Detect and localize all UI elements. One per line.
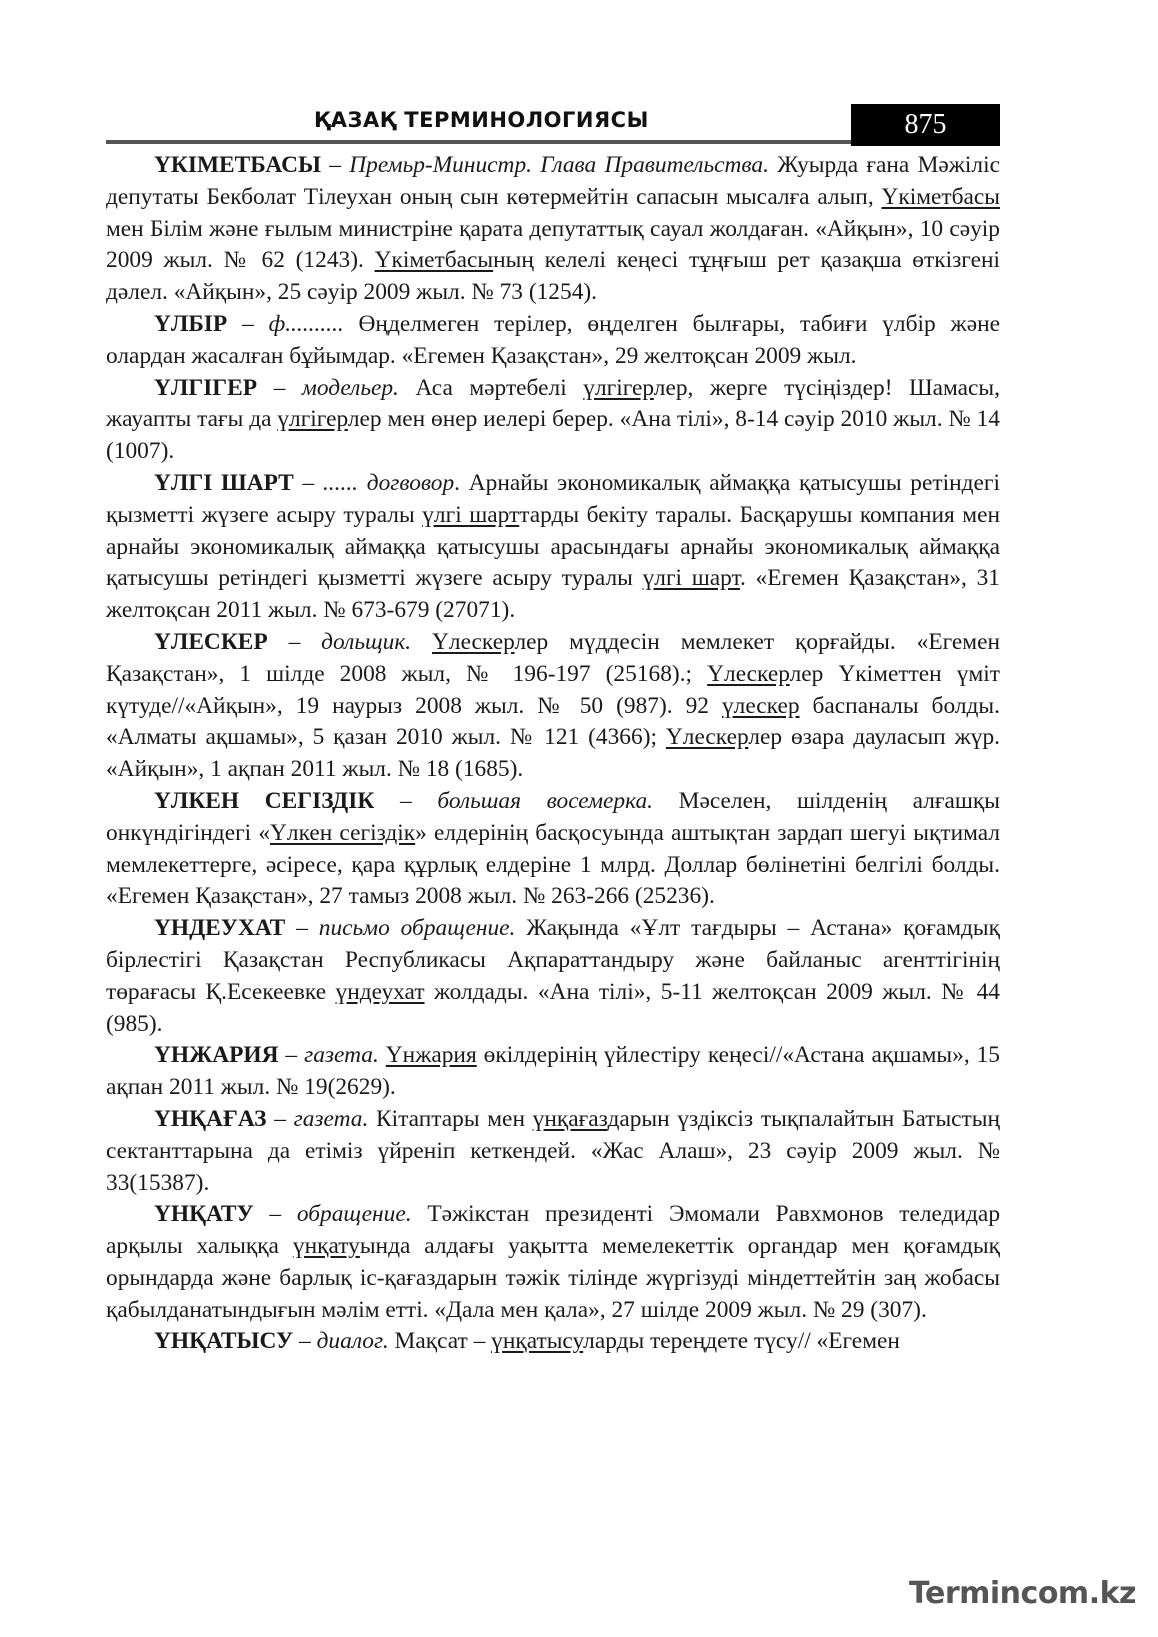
underlined-term: Үлескер <box>707 660 790 687</box>
entry-text: Жақында «Ұлт тағдыры – Астана» қоғамдық бірлестігі Қазақстан Республикасы Ақпараттандыру және байланыс агенттігінің төрағасы Қ.Есекеевке <box>106 915 1000 1005</box>
dictionary-entry <box>106 1199 1000 1326</box>
entry-text: ында алдағы уақытта мемелекеттік органдар мен қоғамдық орындарда және барлық іс-қағаздарын тәжік тілінде жүргізуді міндеттейтін заң жобасы қабылданатындығын мәлім етті. «Дала мен қала», 27 шілде 2009 жыл. № 29 (307). <box>106 1233 1000 1323</box>
entry-dash: – <box>374 787 438 814</box>
entry-text: Мақсат – <box>388 1328 492 1355</box>
entry-dash: – <box>267 628 322 655</box>
entry-text: » елдерінің басқосуында аштықтан зардап шегуі ықтимал мемлекеттерге, әсіресе, қара құрлық елдеріне 1 млрд. Доллар бөлінетіні белгілі болды. «Егемен Қазақстан», 27 тамыз 2008 жыл. № 263-266 (25236). <box>106 819 1000 910</box>
entry-text: тарды бекіту таралы. Басқарушы компания мен арнайы экономикалық аймаққа қатысушы арасындағы арнайы экономикалық аймаққа қатысушы ретіндегі қызметті жүзеге асыру туралы <box>106 501 1001 592</box>
entry-term: ҮНҚАТУ <box>154 1201 254 1228</box>
dictionary-entry <box>106 913 1000 1040</box>
entry-term: ҮКІМЕТБАСЫ <box>154 152 321 178</box>
underlined-term: үлескер <box>721 692 800 719</box>
underlined-term: Үкіметбасы <box>881 183 1000 210</box>
entry-translation: обращение. <box>296 1201 412 1228</box>
entry-translation: диалог. <box>316 1328 389 1355</box>
entry-text <box>379 1042 386 1068</box>
dictionary-entry <box>106 1104 1000 1199</box>
entry-dash: – <box>257 374 302 401</box>
entry-dash: – <box>293 1328 317 1355</box>
entry-dash: – <box>293 469 323 496</box>
entry-text: лер, жерге түсіңіздер! Шамасы, жауапты тағы да <box>106 374 1000 433</box>
entry-text: . «Егемен Қазақстан», 31 желтоқсан 2011 жыл. № 673-679 (27071). <box>106 565 1000 624</box>
entry-text: лер мүддесін мемлекет қорғайды. «Егемен Қазақстан», 1 шілде 2008 жыл, № 196-197 (25168).; <box>106 628 1000 687</box>
entry-text: дарын үздіксіз тықпалайтын Батыстың сектанттарына да етіміз үйреніп кеткендей. «Жас Алаш», 23 сәуір 2009 жыл. № 33(15387). <box>106 1105 1000 1196</box>
underlined-term: үлгі шарт <box>642 565 740 592</box>
entry-text: Тәжікстан президенті Эмомали Равхмонов теледидар арқылы халыққа <box>106 1201 1001 1260</box>
entry-text: лер Үкіметтен үміт күтуде//«Айқын», 19 наурыз 2008 жыл. № 50 (987). 92 <box>106 660 1000 719</box>
entry-term: ҮНЖАРИЯ <box>154 1042 279 1069</box>
watermark-logo: Termincom.kz <box>909 1576 1136 1611</box>
entry-text: мен Білім және ғылым министріне қарата депутаттық сауал жолдаған. «Айқын», 10 сәуір 2009 жыл. № 62 (1243). <box>106 215 1000 274</box>
entry-text: Жуырда ғана Мәжіліс депутаты Бекболат Тілеухан оның сын көтермейтін сапасын мысалға алып, <box>106 152 1000 210</box>
page-header <box>106 104 1000 146</box>
entry-text: Мәселен, шілденің алғашқы онкүндігіндегі « <box>106 787 1000 846</box>
entry-translation: ...... догвовор <box>322 469 455 496</box>
entry-term: ҮЛБІР <box>154 310 228 337</box>
entry-dash: – <box>285 915 319 942</box>
underlined-term: үлгі шарт <box>422 501 520 528</box>
dictionary-entry <box>106 468 1000 627</box>
entry-term: ҮЛГІ ШАРТ <box>154 469 294 496</box>
dictionary-entry <box>106 309 1000 373</box>
underlined-term: үнқату <box>292 1233 360 1260</box>
entry-dash: – <box>253 1201 297 1228</box>
entry-text: өкілдерінің үйлестіру кеңесі//«Астана ақшамы», 15 ақпан 2011 жыл. № 19(2629). <box>106 1042 1001 1101</box>
entry-term: ҮЛГІГЕР <box>154 374 258 401</box>
entry-translation: газета. <box>293 1105 369 1132</box>
underlined-term: Үнжария <box>385 1042 477 1069</box>
dictionary-entry <box>106 627 1000 786</box>
header-rule <box>106 140 851 144</box>
entry-translation: ф.......... <box>268 310 344 337</box>
entry-translation: Премьр-Министр. Глава Правительства. <box>349 152 769 178</box>
dictionary-entries <box>106 150 1000 1358</box>
underlined-term: Үлескер <box>665 724 749 751</box>
entry-translation: модельер. <box>301 374 399 401</box>
underlined-term: үлгігер <box>277 406 348 433</box>
entry-dash: – <box>227 310 269 337</box>
entry-term: ҮНДЕУХАТ <box>154 915 286 942</box>
entry-translation: дольщик. <box>321 628 412 655</box>
entry-term: ҮНҚАТЫСУ <box>154 1328 294 1355</box>
entry-text: ның келелі кеңесі тұңғыш рет қазақша өткізгені дәлел. «Айқын», 25 сәуір 2009 жыл. № 73 (1254). <box>106 247 1000 306</box>
running-title: ҚАЗАҚ ТЕРМИНОЛОГИЯСЫ <box>314 108 649 132</box>
dictionary-entry <box>106 1326 1000 1358</box>
underlined-term: үнқағаз <box>532 1105 608 1132</box>
entry-translation: большая восемерка. <box>437 787 653 814</box>
underlined-term: үндеухат <box>335 978 425 1005</box>
page-number: 875 <box>851 104 1000 146</box>
entry-dash: – <box>278 1042 305 1069</box>
underlined-term: үнқатысу <box>491 1328 584 1355</box>
entry-term: ҮЛЕСКЕР <box>154 628 268 655</box>
dictionary-entry <box>106 1040 1000 1104</box>
dictionary-entry <box>106 150 1000 309</box>
underlined-term: Үлескер <box>432 628 515 655</box>
entry-term: ҮНҚАҒАЗ <box>154 1105 267 1132</box>
entry-text: лер мен өнер иелері берер. «Ана тілі», 8-14 сәуір 2010 жыл. № 14 (1007). <box>106 406 1001 465</box>
entry-dash: – <box>266 1105 294 1132</box>
underlined-term: үлгігер <box>583 374 654 401</box>
entry-term: ҮЛКЕН СЕГІЗДІК <box>154 787 375 814</box>
entry-translation: газета. <box>304 1042 379 1069</box>
entry-text <box>411 629 432 655</box>
entry-text: Өңделмеген терілер, өңделген былғары, табиғи үлбір және олардан жасалған бұйымдар. «Егемен Қазақстан», 29 желтоқсан 2009 жыл. <box>106 310 1000 369</box>
entry-text: Аса мәртебелі <box>398 374 584 401</box>
entry-text: баспаналы болды. «Алматы ақшамы», 5 қазан 2010 жыл. № 121 (4366); <box>106 692 1000 751</box>
entry-text: жолдады. «Ана тілі», 5-11 желтоқсан 2009 жыл. № 44 (985). <box>106 978 1000 1037</box>
entry-text: лер өзара дауласып жүр. «Айқын», 1 ақпан 2011 жыл. № 18 (1685). <box>106 724 1000 783</box>
entry-translation: письмо обращение. <box>318 915 516 942</box>
underlined-term: Үлкен сегіздік <box>270 819 416 846</box>
entry-text: ларды тереңдете түсу// «Егемен <box>583 1328 900 1355</box>
entry-text: Кітаптары мен <box>368 1105 533 1132</box>
entry-dash: – <box>320 152 350 178</box>
entry-text: . Арнайы экономикалық аймаққа қатысушы ретіндегі қызметті жүзеге асыру туралы <box>106 469 1000 528</box>
dictionary-entry <box>106 786 1000 913</box>
underlined-term: Үкіметбасы <box>374 247 494 274</box>
dictionary-entry <box>106 373 1000 468</box>
